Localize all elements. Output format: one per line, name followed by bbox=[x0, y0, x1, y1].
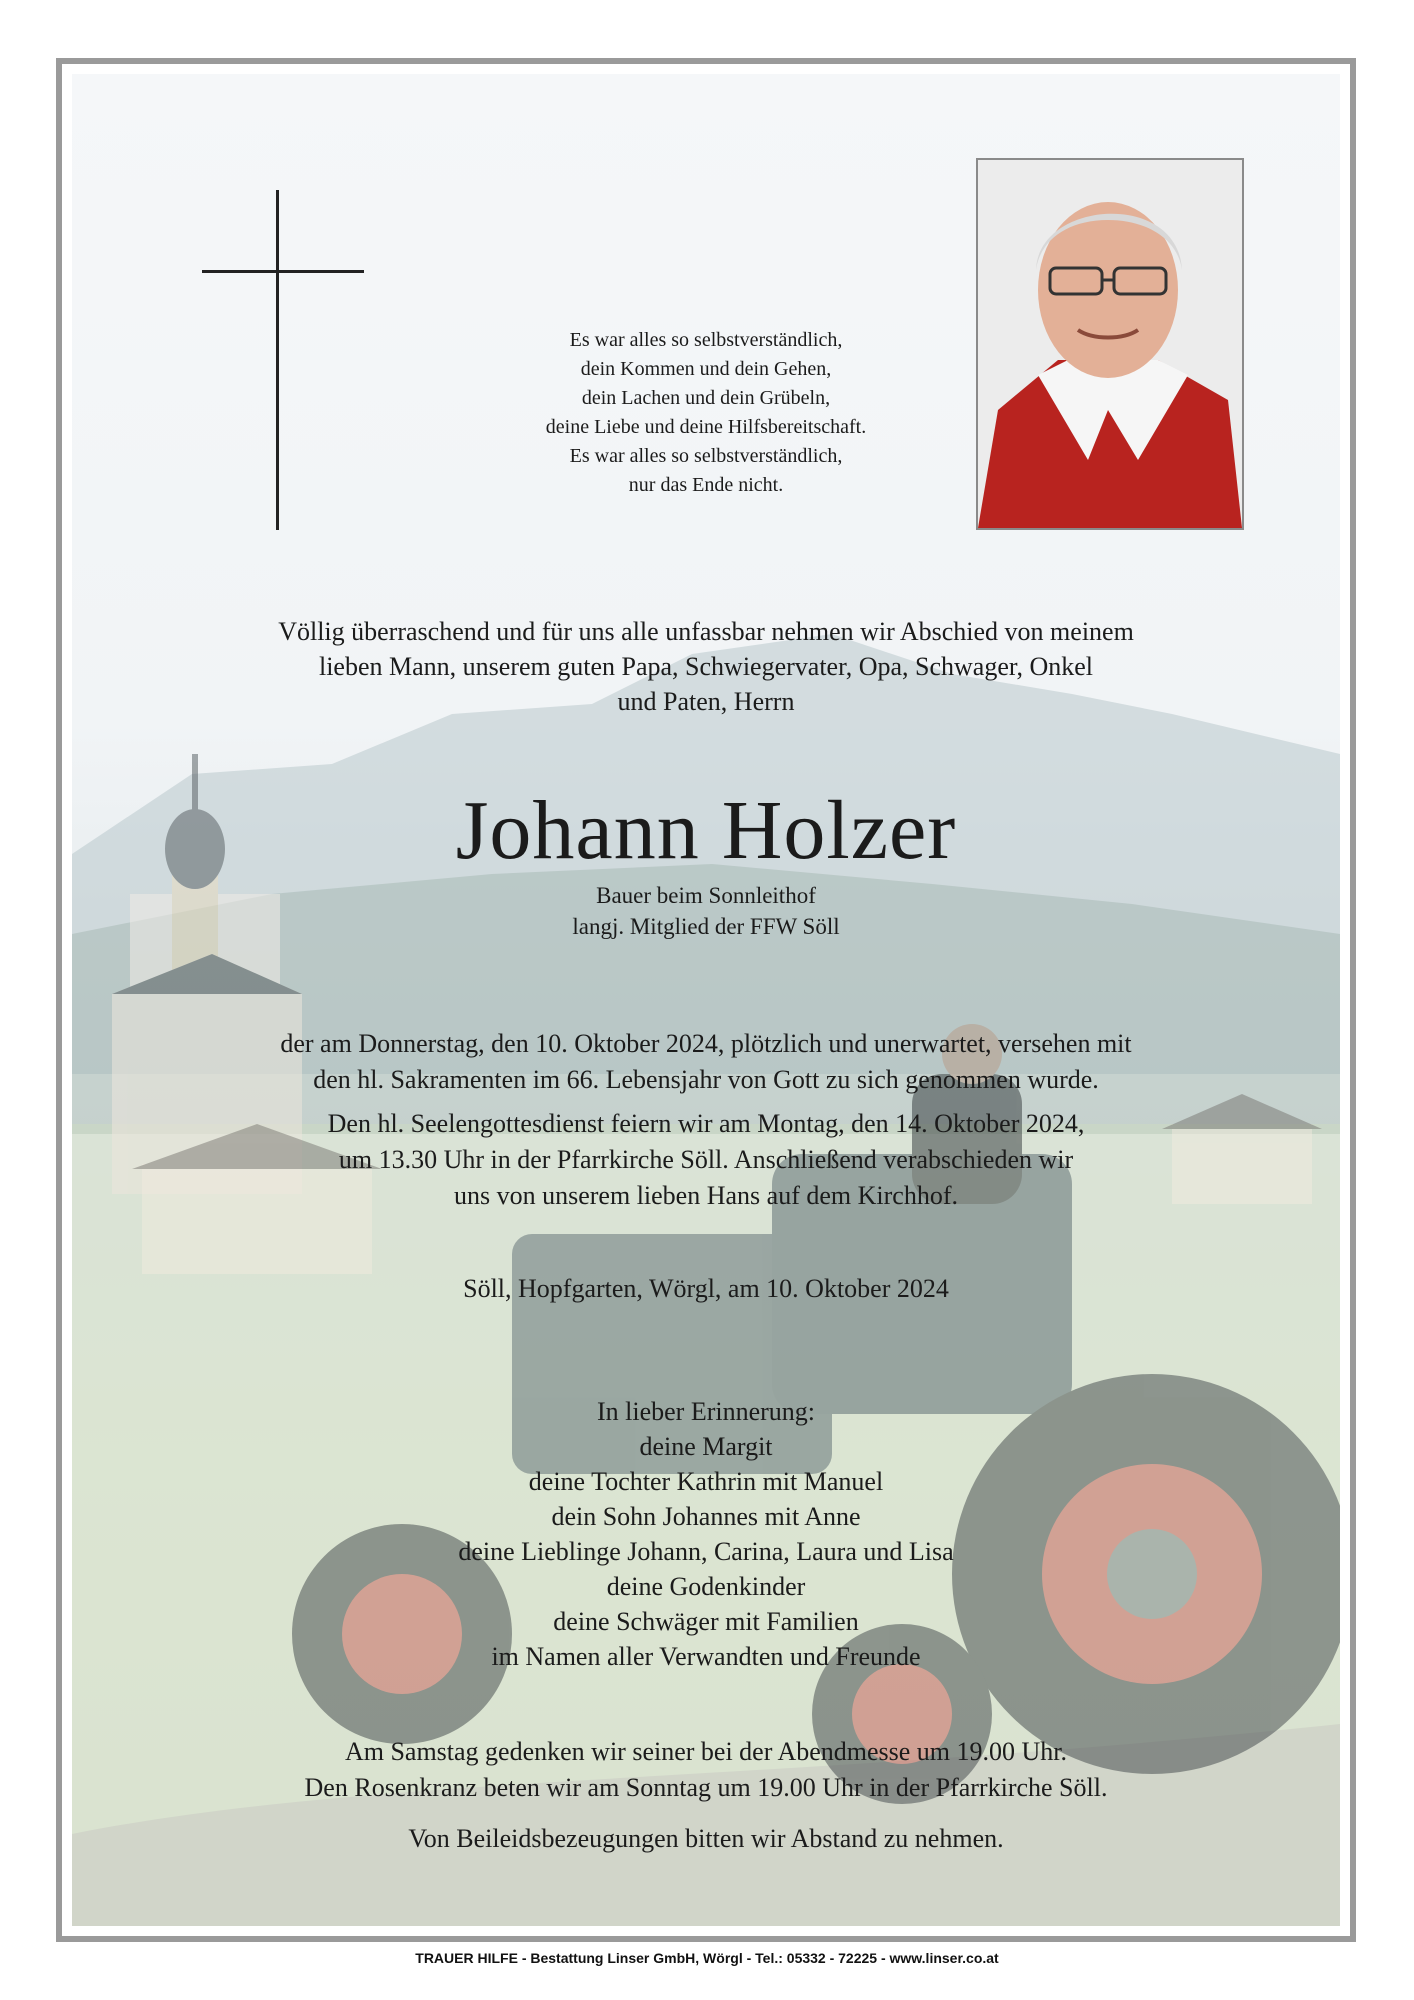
intro-line: lieben Mann, unserem guten Papa, Schwiegervater, Opa, Schwager, Onkel bbox=[318, 652, 1094, 681]
poem-line: dein Lachen und dein Grübeln, bbox=[581, 387, 831, 409]
mourner-entry: im Namen aller Verwandten und Freunde bbox=[491, 1642, 921, 1671]
place-date: Söll, Hopfgarten, Wörgl, am 10. Oktober 2024 bbox=[463, 1274, 949, 1303]
mourner-entry: deine Schwäger mit Familien bbox=[553, 1607, 859, 1636]
mourner-entry: deine Margit bbox=[639, 1432, 773, 1461]
rosary-line: Den Rosenkranz beten wir am Sonntag um 19.00 Uhr in der Pfarrkirche Söll. bbox=[304, 1773, 1108, 1802]
deceased-subtitle bbox=[72, 880, 1340, 942]
intro-text bbox=[72, 614, 1340, 719]
mass-notice-line: um 13.30 Uhr in der Pfarrkirche Söll. Anschließend verabschieden wir bbox=[338, 1145, 1074, 1174]
mourner-entry: deine Tochter Kathrin mit Manuel bbox=[528, 1467, 884, 1496]
mourners-heading: In lieber Erinnerung: bbox=[596, 1397, 816, 1426]
death-notice-line: den hl. Sakramenten im 66. Lebensjahr von Gott zu sich genommen wurde. bbox=[313, 1065, 1099, 1094]
poem-line: Es war alles so selbstverständlich, bbox=[569, 445, 843, 467]
funeral-home-footer: TRAUER HILFE - Bestattung Linser GmbH, Wörgl - Tel.: 05332 - 72225 - www.linser.co.at bbox=[415, 1950, 999, 1966]
obituary-card bbox=[72, 74, 1340, 1926]
poem-line: dein Kommen und dein Gehen, bbox=[580, 358, 832, 380]
intro-line: und Paten, Herrn bbox=[617, 687, 795, 716]
death-notice-line: der am Donnerstag, den 10. Oktober 2024, plötzlich und unerwartet, versehen mit bbox=[280, 1029, 1132, 1058]
mourner-entry: deine Godenkinder bbox=[606, 1572, 806, 1601]
mass-notice-line: uns von unserem lieben Hans auf dem Kirchhof. bbox=[454, 1181, 958, 1210]
obituary-frame bbox=[56, 58, 1356, 1942]
condolence-note: Von Beileidsbezeugungen bitten wir Abstand zu nehmen. bbox=[408, 1824, 1004, 1853]
poem-line: deine Liebe und deine Hilfsbereitschaft. bbox=[545, 416, 867, 438]
rosary-notice bbox=[72, 1734, 1340, 1806]
subtitle-line: langj. Mitglied der FFW Söll bbox=[572, 914, 840, 939]
mourner-entry: dein Sohn Johannes mit Anne bbox=[551, 1502, 861, 1531]
poem-line: Es war alles so selbstverständlich, bbox=[569, 329, 843, 351]
poem-line: nur das Ende nicht. bbox=[628, 474, 784, 496]
cross-icon-bar bbox=[202, 270, 364, 273]
rosary-line: Am Samstag gedenken wir seiner bei der Abendmesse um 19.00 Uhr. bbox=[344, 1737, 1068, 1766]
mourners-list bbox=[72, 1394, 1340, 1674]
death-notice bbox=[72, 1026, 1340, 1098]
intro-line: Völlig überraschend und für uns alle unfassbar nehmen wir Abschied von meinem bbox=[278, 617, 1134, 646]
mass-notice bbox=[72, 1106, 1340, 1214]
deceased-name: Johann Holzer bbox=[455, 784, 957, 877]
subtitle-line: Bauer beim Sonnleithof bbox=[596, 883, 816, 908]
mourner-entry: deine Lieblinge Johann, Carina, Laura und Lisa bbox=[458, 1537, 954, 1566]
poem bbox=[72, 326, 1340, 500]
mass-notice-line: Den hl. Seelengottesdienst feiern wir am Montag, den 14. Oktober 2024, bbox=[327, 1109, 1085, 1138]
